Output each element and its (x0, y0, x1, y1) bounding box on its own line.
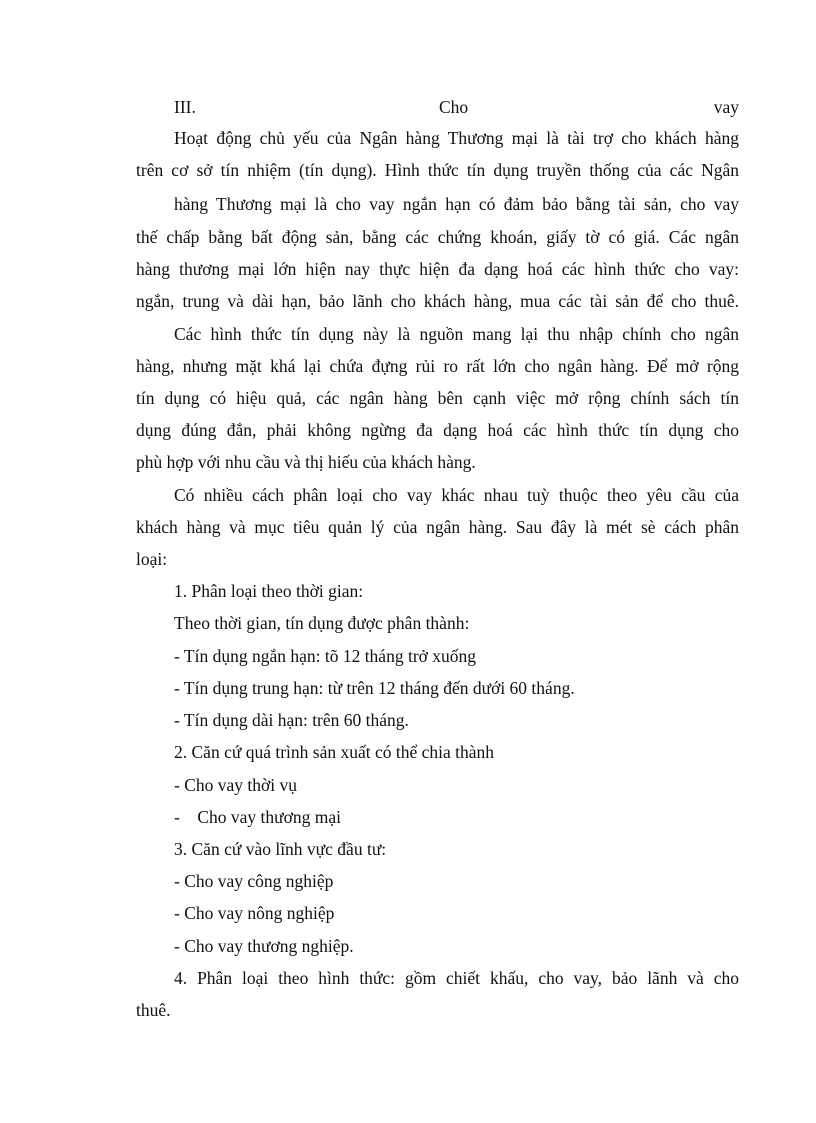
paragraph-line: tín dụng có hiệu quả, các ngân hàng bên cạnh việc mở rộng chính sách tín (136, 388, 739, 408)
paragraph-line: Có nhiều cách phân loại cho vay khác nhau tuỳ thuộc theo yêu cầu của (174, 485, 739, 505)
heading-word-cho: Cho (439, 97, 469, 117)
paragraph-line: phù hợp với nhu cầu và thị hiếu của khách hàng. (136, 452, 476, 472)
list-item: - Cho vay nông nghiệp (174, 903, 335, 923)
section-heading (174, 96, 739, 118)
list-heading: 1. Phân loại theo thời gian: (174, 581, 364, 601)
paragraph-line: thế chấp bằng bất động sản, bằng các chứng khoán, giấy tờ có giá. Các ngân (136, 227, 739, 247)
list-item: - Cho vay công nghiệp (174, 871, 334, 891)
list-item: - Tín dụng ngắn hạn: tõ 12 tháng trở xuống (174, 646, 477, 666)
list-heading: 3. Căn cứ vào lĩnh vực đầu tư: (174, 839, 387, 859)
paragraph-line: Hoạt động chủ yếu của Ngân hàng Thương mại là tài trợ cho khách hàng (174, 128, 739, 148)
paragraph-line: trên cơ sở tín nhiệm (tín dụng). Hình thức tín dụng truyền thống của các Ngân (136, 160, 739, 180)
list-heading: 4. Phân loại theo hình thức: gồm chiết khấu, cho vay, bảo lãnh và cho (174, 968, 739, 988)
paragraph-line: dụng đúng đắn, phải không ngừng đa dạng hoá các hình thức tín dụng cho (136, 420, 739, 440)
list-item: - Cho vay thời vụ (174, 775, 297, 795)
list-item: - Cho vay thương mại (174, 807, 341, 827)
paragraph-line: khách hàng và mục tiêu quản lý của ngân hàng. Sau đây là mét sè cách phân (136, 517, 739, 537)
list-item: - Cho vay thương nghiệp. (174, 936, 354, 956)
paragraph-line: Các hình thức tín dụng này là nguồn mang lại thu nhập chính cho ngân (174, 324, 739, 344)
paragraph-line: ngắn, trung và dài hạn, bảo lãnh cho khách hàng, mua các tài sản để cho thuê. (136, 291, 739, 311)
paragraph-line: hàng, nhưng mặt khá lại chứa đựng rủi ro rất lớn cho ngân hàng. Để mở rộng (136, 356, 739, 376)
list-heading: 2. Căn cứ quá trình sản xuất có thể chia thành (174, 742, 495, 762)
list-item: - Tín dụng dài hạn: trên 60 tháng. (174, 710, 409, 730)
paragraph-line: hàng thương mại lớn hiện nay thực hiện đa dạng hoá các hình thức cho vay: (136, 259, 739, 279)
list-item: - Tín dụng trung hạn: từ trên 12 tháng đến dưới 60 tháng. (174, 678, 575, 698)
heading-number: III. (174, 97, 196, 117)
paragraph-line: thuê. (136, 1000, 171, 1020)
paragraph-line: hàng Thương mại là cho vay ngắn hạn có đảm bảo bằng tài sản, cho vay (174, 194, 739, 214)
paragraph-line: loại: (136, 549, 168, 569)
paragraph-line: Theo thời gian, tín dụng được phân thành: (174, 613, 470, 633)
heading-word-vay: vay (713, 97, 739, 117)
